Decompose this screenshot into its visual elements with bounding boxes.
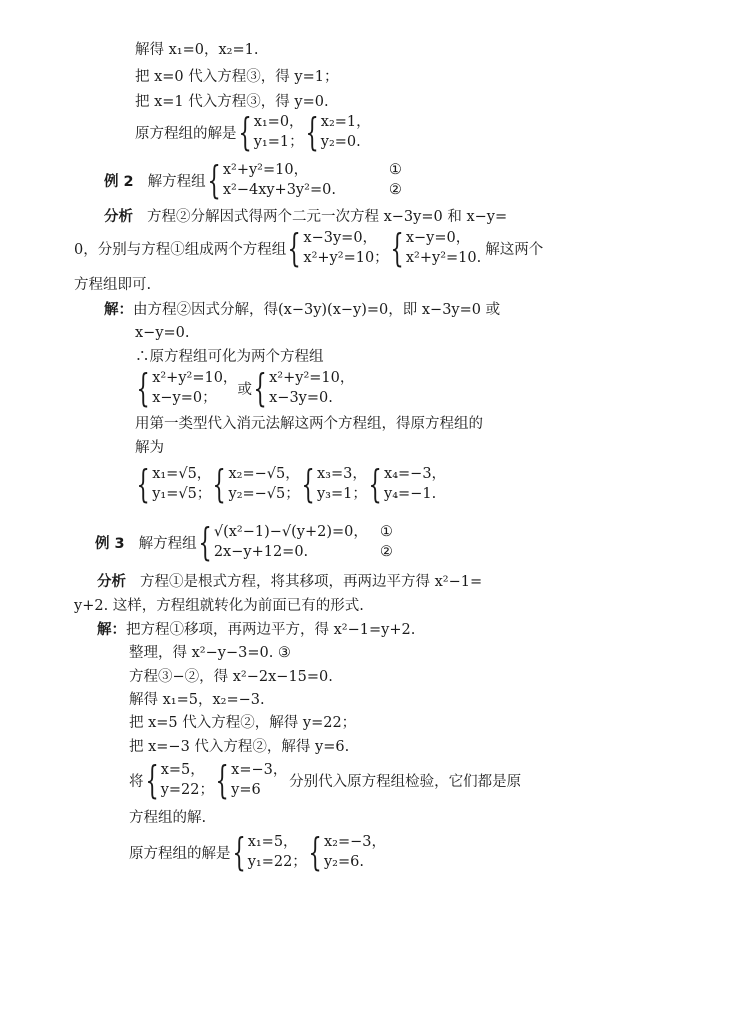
brace-glyph: { <box>231 830 246 874</box>
brace-glyph: { <box>237 110 252 154</box>
equation-row: x₃=3， <box>316 466 367 482</box>
solution-label: 解： <box>104 302 133 318</box>
equation-row: 2x−y+12=0. <box>213 544 309 560</box>
text: 解这两个 <box>485 241 544 258</box>
text-prefix: 原方程组的解是 <box>129 845 231 862</box>
text-line: ∴原方程组可化为两个方程组 <box>135 349 324 365</box>
equation-row: x−3y=0， <box>303 230 378 246</box>
equation-row: x₄=−3， <box>384 466 447 482</box>
brace-glyph: { <box>144 758 159 802</box>
text-prefix: 解方程组 <box>138 535 197 552</box>
example-label: 例 3 <box>95 535 125 552</box>
text-line: 把 x=0 代入方程③，得 y=1； <box>135 69 339 85</box>
solution-label: 解： <box>97 622 126 638</box>
equation-row: x=−3， <box>231 762 288 778</box>
equation-row: x₂=−√5， <box>228 466 300 482</box>
text-line: 整理，得 x²−y−3=0. ③ <box>129 645 291 661</box>
example-3-system <box>95 522 393 562</box>
brace-glyph: { <box>390 226 404 270</box>
equation-row: x₂=1， <box>320 114 371 130</box>
solution-systems <box>135 464 446 504</box>
brace-glyph: { <box>212 462 227 506</box>
text: 分别代入原方程组检验，它们都是原 <box>289 773 522 790</box>
text: 方程②分解因式得两个二元一次方程 x−3y=0 和 x−y= <box>147 209 508 225</box>
equation-system-answer <box>135 112 371 152</box>
equation-row: y₂=−√5； <box>228 486 300 502</box>
text-line: 解得 x₁=5，x₂=−3. <box>129 692 265 708</box>
equation-marker: ② <box>388 182 402 198</box>
text: 由方程②因式分解，得(x−3y)(x−y)=0，即 x−3y=0 或 <box>133 302 501 318</box>
text-line: 用第一类型代入消元法解这两个方程组，得原方程组的 <box>135 416 483 432</box>
brace-glyph: { <box>287 226 301 270</box>
equation-row: x₁=5， <box>247 834 298 850</box>
equation-row: y₂=6. <box>323 854 364 870</box>
brace-glyph: { <box>301 462 315 506</box>
equation-row: x²+y²=10， <box>269 370 355 386</box>
equation-row: x₁=√5， <box>152 466 212 482</box>
equation-row: x−3y=0. <box>269 390 333 406</box>
analysis-label: 分析 <box>104 209 133 225</box>
analysis-systems <box>74 228 543 268</box>
text-line: 把 x=−3 代入方程②，解得 y=6. <box>129 739 350 755</box>
check-systems <box>129 760 521 800</box>
equation-systems <box>135 368 354 408</box>
text-line: 方程组即可. <box>74 277 152 293</box>
equation-marker: ② <box>379 544 393 560</box>
equation-row: y₁=22； <box>247 854 307 870</box>
equation-row: x²+y²=10， <box>152 370 238 386</box>
equation-row: x²+y²=10. <box>405 250 482 266</box>
text: 或 <box>237 381 252 398</box>
brace-glyph: { <box>207 158 221 202</box>
text-prefix: 原方程组的解是 <box>135 125 237 142</box>
brace-glyph: { <box>368 462 382 506</box>
analysis-line <box>104 207 507 227</box>
text-line: x−y=0. <box>135 325 190 341</box>
text-line: 解得 x₁=0，x₂=1. <box>135 42 259 58</box>
brace-glyph: { <box>136 462 150 506</box>
equation-marker: ① <box>388 162 402 178</box>
text: 把方程①移项，再两边平方，得 x²−1=y+2. <box>126 622 416 638</box>
equation-row: y=22； <box>160 782 214 798</box>
text-line: 把 x=1 代入方程③，得 y=0. <box>135 94 329 110</box>
text: 方程①是根式方程，将其移项，再两边平方得 x²−1= <box>140 574 483 590</box>
equation-row: y₁=√5； <box>152 486 212 502</box>
equation-row: y₃=1； <box>316 486 367 502</box>
equation-row: y₂=0. <box>320 134 361 150</box>
equation-row: x₁=0， <box>253 114 304 130</box>
equation-row: x−y=0， <box>405 230 471 246</box>
equation-row: x²+y²=10， <box>222 162 309 178</box>
equation-row: y₁=1； <box>253 134 304 150</box>
text-prefix: 解方程组 <box>147 173 206 190</box>
text: 0，分别与方程①组成两个方程组 <box>74 241 287 258</box>
solution-line <box>97 620 415 640</box>
equation-row: y=6 <box>231 782 261 798</box>
equation-row: y₄=−1. <box>384 486 437 502</box>
equation-marker: ① <box>379 524 393 540</box>
equation-row: x²+y²=10； <box>303 250 389 266</box>
equation-row: x₂=−3， <box>323 834 386 850</box>
brace-glyph: { <box>253 366 267 410</box>
equation-row: √(x²−1)−√(y+2)=0， <box>213 524 368 540</box>
analysis-label: 分析 <box>97 574 126 590</box>
example-label: 例 2 <box>104 173 134 190</box>
brace-glyph: { <box>198 520 212 564</box>
text: 将 <box>129 773 144 790</box>
text-line: 解为 <box>135 440 164 456</box>
example-2-system <box>104 160 402 200</box>
text-line: 方程组的解. <box>129 810 207 826</box>
solution-line <box>104 300 500 320</box>
brace-glyph: { <box>136 366 150 410</box>
equation-system-answer <box>129 832 386 872</box>
brace-glyph: { <box>215 758 229 802</box>
text-line: y+2. 这样，方程组就转化为前面已有的形式. <box>74 598 364 614</box>
analysis-line <box>97 572 482 592</box>
brace-glyph: { <box>308 830 322 874</box>
equation-row: x=5， <box>160 762 205 778</box>
equation-row: x−y=0； <box>152 390 217 406</box>
text-line: 把 x=5 代入方程②，解得 y=22； <box>129 715 357 731</box>
brace-glyph: { <box>305 110 319 154</box>
equation-row: x²−4xy+3y²=0. <box>222 182 336 198</box>
text-line: 方程③−②，得 x²−2x−15=0. <box>129 669 333 685</box>
